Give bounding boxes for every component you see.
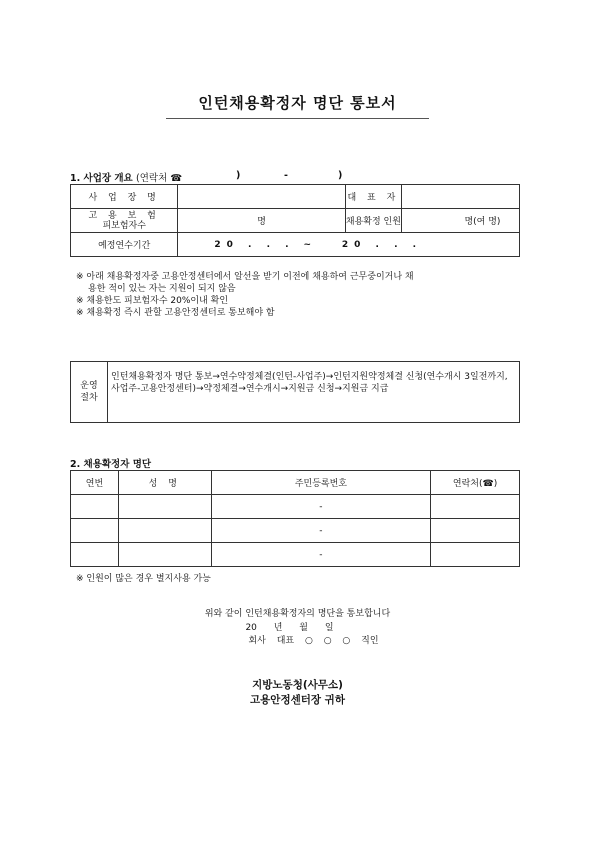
section1-heading-row: [70, 170, 520, 184]
page-title: 인턴채용확정자 명단 통보서: [198, 94, 397, 112]
workplace-name-field[interactable]: [178, 185, 345, 209]
representative-field[interactable]: [401, 185, 519, 209]
contact-dash: -: [284, 170, 288, 181]
table-row: [71, 233, 520, 257]
table-row: [71, 543, 520, 567]
training-period-label: 예정연수기간: [71, 233, 178, 257]
insured-count-label: 고 용 보 험 피보험자수: [71, 209, 178, 233]
col-header-no: 연번: [71, 471, 119, 495]
col-header-name: 성 명: [118, 471, 211, 495]
date-line: 20 년 월 일: [245, 623, 334, 633]
section2-heading: 2. 채용확정자 명단: [70, 459, 152, 470]
representative-label: 대 표 자: [345, 185, 401, 209]
notes-block: [76, 271, 521, 319]
hire-count-label: 채용확정 인원: [345, 209, 401, 233]
col-header-contact: 연락처(☎): [431, 471, 520, 495]
procedure-label: 운영 절차: [71, 362, 108, 422]
cell-no[interactable]: [71, 543, 119, 567]
col-header-rrn: 주민등록번호: [211, 471, 430, 495]
cell-name[interactable]: [118, 495, 211, 519]
note-3: ※ 채용확정 즉시 관할 고용안정센터로 통보해야 함: [76, 308, 275, 318]
training-period-field[interactable]: [178, 233, 520, 257]
title-underline: [166, 118, 429, 119]
signature-line: 회사 대표 ○ ○ ○ 직인: [248, 636, 379, 646]
cell-rrn[interactable]: -: [211, 543, 430, 567]
cell-name[interactable]: [118, 519, 211, 543]
section1-heading: 1. 사업장 개요: [70, 173, 133, 184]
procedure-box: [70, 361, 520, 423]
note-1-cont: 용한 적이 있는 자는 지원이 되지 않음: [88, 284, 236, 294]
cell-contact[interactable]: [431, 519, 520, 543]
cell-rrn[interactable]: -: [211, 519, 430, 543]
procedure-text: 인턴채용확정자 명단 통보→연수약정체결(인턴-사업주)→인턴지원약정체결 신청(연수개시 3일전까지, 사업주-고용안정센터)→약정체결→연수개시→지원금 신청→지원금 지급: [111, 372, 508, 394]
hire-list-table: [70, 470, 520, 567]
contact-close: ): [338, 170, 343, 181]
cell-name[interactable]: [118, 543, 211, 567]
table-row: [71, 209, 520, 233]
statement: 위와 같이 인턴채용확정자의 명단을 통보합니다: [204, 609, 391, 619]
cell-no[interactable]: [71, 495, 119, 519]
extra-sheet-note: ※ 인원이 많은 경우 별지사용 가능: [76, 574, 211, 584]
cell-contact[interactable]: [431, 495, 520, 519]
addressee-center: 고용안정센터장 귀하: [250, 694, 345, 706]
table-row: [71, 519, 520, 543]
workplace-overview-table: [70, 184, 520, 257]
table-row: [71, 185, 520, 209]
note-1: ※ 아래 채용확정자중 고용안정센터에서 알선을 받기 이전에 채용하여 근무중이거나 채: [76, 272, 414, 282]
contact-paren: ): [236, 170, 241, 181]
date-to: 20 . . .: [341, 239, 423, 250]
date-from: 20 . . .: [214, 239, 295, 250]
table-row: [71, 495, 520, 519]
contact-label: (연락처 ☎: [136, 173, 183, 184]
date-tilde: ~: [303, 239, 311, 250]
workplace-name-label: 사 업 장 명: [71, 185, 178, 209]
hire-count-field[interactable]: 명(여 명): [401, 209, 519, 233]
note-2: ※ 채용한도 피보험자수 20%이내 확인: [76, 296, 229, 306]
cell-contact[interactable]: [431, 543, 520, 567]
cell-no[interactable]: [71, 519, 119, 543]
cell-rrn[interactable]: -: [211, 495, 430, 519]
table-header-row: [71, 471, 520, 495]
addressee-office: 지방노동청(사무소): [252, 679, 343, 691]
insured-count-field[interactable]: 명: [178, 209, 345, 233]
